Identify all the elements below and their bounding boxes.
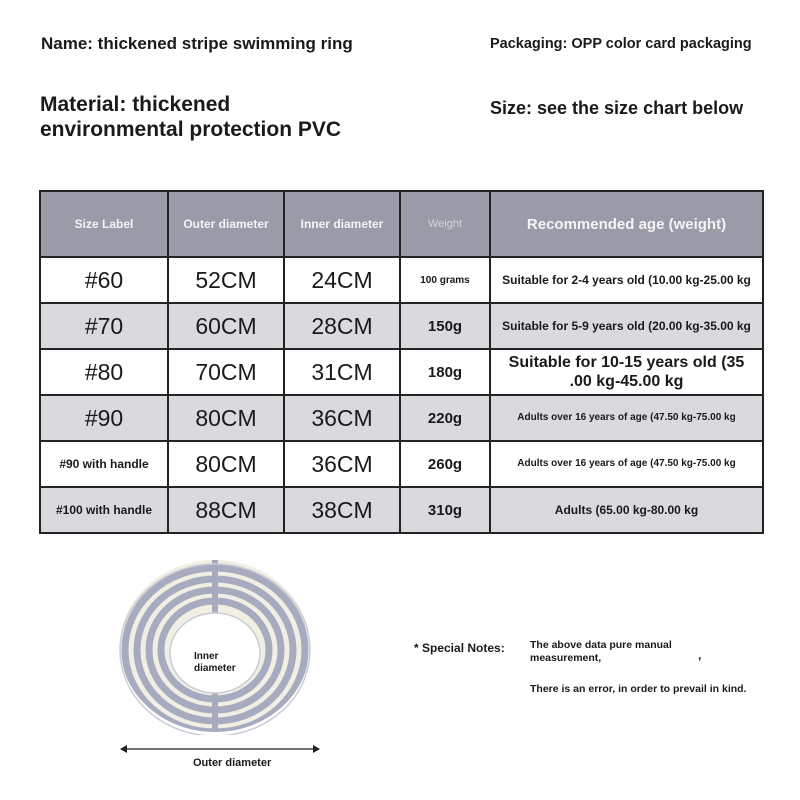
swim-ring-illustration [110,555,320,735]
cell-size-label: #100 with handle [40,487,168,533]
cell-weight: 180g [400,349,490,395]
cell-age: Adults over 16 years of age (47.50 kg-75.00 kg [490,441,763,487]
material-line-1: Material: thickened [40,93,231,116]
special-notes-line-2: There is an error, in order to prevail in kind. [530,683,747,695]
cell-age: Suitable for 2-4 years old (10.00 kg-25.00 kg [490,257,763,303]
table-row [40,441,763,487]
cell-age: Adults over 16 years of age (47.50 kg-75.00 kg [490,395,763,441]
cell-age: Adults (65.00 kg-80.00 kg [490,487,763,533]
cell-weight: 100 grams [400,257,490,303]
inner-diameter-label [194,651,236,675]
special-notes-label: * Special Notes: [414,641,505,655]
inner-label-line-2: diameter [194,663,236,674]
material-line-2: environmental protection PVC [40,118,342,141]
cell-size-label: #80 [40,349,168,395]
cell-inner: 36CM [284,441,400,487]
cell-inner: 28CM [284,303,400,349]
cell-size-label: #70 [40,303,168,349]
header-recommended-age: Recommended age (weight) [490,191,763,257]
cell-size-label: #90 with handle [40,441,168,487]
outer-diameter-arrow [120,743,320,755]
cell-inner: 36CM [284,395,400,441]
cell-age: Suitable for 5-9 years old (20.00 kg-35.00 kg [490,303,763,349]
cell-weight: 150g [400,303,490,349]
cell-weight: 260g [400,441,490,487]
cell-outer: 60CM [168,303,284,349]
special-notes-comma: , [698,648,702,662]
header-weight: Weight [400,191,490,257]
cell-weight: 220g [400,395,490,441]
cell-outer: 80CM [168,395,284,441]
packaging-info: Packaging: OPP color card packaging [490,36,752,52]
cell-inner: 38CM [284,487,400,533]
cell-size-label: #60 [40,257,168,303]
size-chart-table [39,190,764,534]
cell-outer: 80CM [168,441,284,487]
cell-age: Suitable for 10-15 years old (35 .00 kg-45.00 kg [490,349,763,395]
cell-outer: 70CM [168,349,284,395]
table-header-row [40,191,763,257]
cell-outer: 88CM [168,487,284,533]
inner-label-line-1: Inner [194,651,219,662]
cell-weight: 310g [400,487,490,533]
material-info [40,92,341,142]
special-notes-line-1: The above data pure manual measurement, [530,639,672,664]
cell-inner: 24CM [284,257,400,303]
table-row [40,395,763,441]
table-row [40,303,763,349]
outer-diameter-label: Outer diameter [193,757,272,769]
header-outer-diameter: Outer diameter [168,191,284,257]
cell-inner: 31CM [284,349,400,395]
header-size-label: Size Label [40,191,168,257]
header-inner-diameter: Inner diameter [284,191,400,257]
table-row [40,487,763,533]
table-row [40,257,763,303]
cell-size-label: #90 [40,395,168,441]
product-name: Name: thickened stripe swimming ring [41,34,353,53]
size-info: Size: see the size chart below [490,98,744,118]
cell-outer: 52CM [168,257,284,303]
table-row [40,349,763,395]
